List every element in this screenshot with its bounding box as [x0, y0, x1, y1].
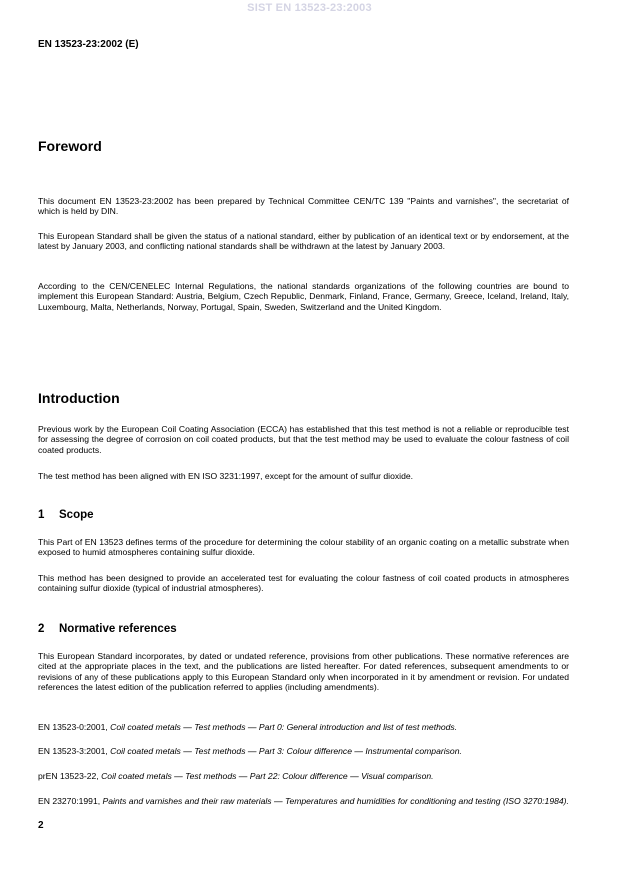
normative-number: 2 — [38, 623, 45, 635]
introduction-paragraph-1: Previous work by the European Coil Coating Association (ECCA) has established that this test method is not a reliable or reproducible test for assessing the degree of corrosion on coil coated products, but that the test method may be used to evaluate the colour fastness of coil coated products. — [38, 424, 569, 455]
reference-item — [38, 771, 569, 781]
foreword-paragraph-1: This document EN 13523-23:2002 has been prepared by Technical Committee CEN/TC 139 "Paints and varnishes", the secretariat of which is held by DIN. — [38, 196, 569, 217]
scope-paragraph-2: This method has been designed to provide an accelerated test for evaluating the colour fastness of coil coated products in atmospheres containing sulfur dioxide (typical of industrial atmospheres). — [38, 573, 569, 594]
foreword-paragraph-3: According to the CEN/CENELEC Internal Regulations, the national standards organizations of the following countries are bound to implement this European Standard: Austria, Belgium, Czech Republic, Denmark, Finland, France, Germany, Greece, Iceland, Ireland, Italy, Luxembourg, Malta, Netherlands, Norway, Portugal, Spain, Sweden, Switzerland and the United Kingdom. — [38, 281, 569, 312]
reference-code: prEN 13523-22, — [38, 771, 99, 781]
scope-title: Scope — [59, 509, 94, 521]
page-number: 2 — [38, 820, 44, 831]
introduction-heading: Introduction — [38, 390, 120, 406]
scope-paragraph-1: This Part of EN 13523 defines terms of the procedure for determining the colour stability of an organic coating on a metallic substrate when exposed to humid atmospheres containing sulfur dioxide. — [38, 537, 569, 558]
document-id: EN 13523-23:2002 (E) — [38, 39, 139, 50]
foreword-paragraph-2: This European Standard shall be given the status of a national standard, either by publication of an identical text or by endorsement, at the latest by January 2003, and conflicting national standards shall be withdrawn at the latest by January 2003. — [38, 231, 569, 252]
reference-code: EN 23270:1991, — [38, 796, 101, 806]
reference-title: Coil coated metals — Test methods — Part 0: General introduction and list of test methods. — [110, 722, 458, 732]
introduction-paragraph-2: The test method has been aligned with EN ISO 3231:1997, except for the amount of sulfur dioxide. — [38, 471, 414, 481]
scope-number: 1 — [38, 509, 45, 521]
reference-item — [38, 796, 569, 806]
normative-paragraph-1: This European Standard incorporates, by dated or undated reference, provisions from other publications. These normative references are cited at the appropriate places in the text, and the publications are listed hereafter. For dated references, subsequent amendments to or revisions of any of these publications apply to this European Standard only when incorporated in it by amendment or revision. For undated references the latest edition of the publication referred to applies (including amendments). — [38, 651, 569, 693]
scope-heading — [38, 509, 94, 521]
reference-item — [38, 722, 569, 732]
reference-code: EN 13523-3:2001, — [38, 746, 108, 756]
foreword-heading: Foreword — [38, 138, 102, 154]
reference-title: Coil coated metals — Test methods — Part 22: Colour difference — Visual comparison. — [101, 771, 434, 781]
watermark: SIST EN 13523-23:2003 — [247, 2, 372, 14]
normative-title: Normative references — [59, 623, 177, 635]
normative-references-heading — [38, 623, 177, 635]
reference-title: Coil coated metals — Test methods — Part 3: Colour difference — Instrumental comparison. — [110, 746, 462, 756]
reference-item — [38, 746, 569, 756]
reference-code: EN 13523-0:2001, — [38, 722, 108, 732]
reference-title: Paints and varnishes and their raw materials — Temperatures and humidities for conditioning and testing (ISO 3270:1984). — [102, 796, 569, 806]
